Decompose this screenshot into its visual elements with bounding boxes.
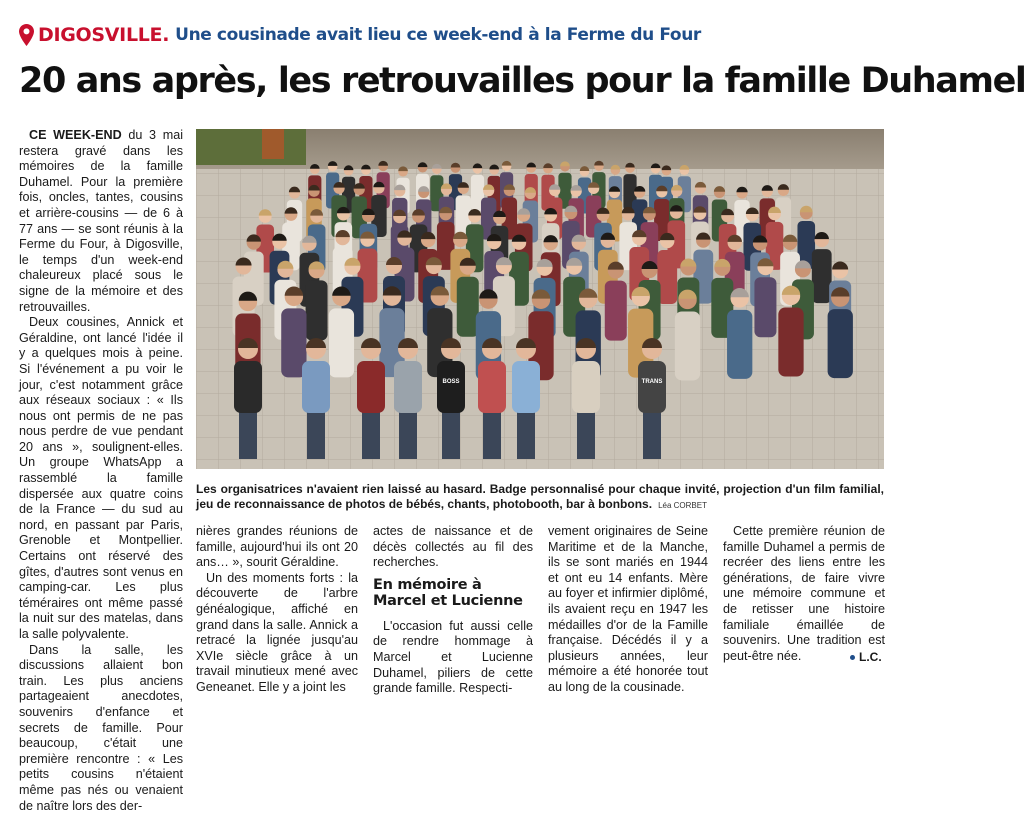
paragraph: vement originaires de Seine Maritime et de la Manche, ils se sont mariés en 1944 et ont eu 14 enfants. Mère au foyer et infirmier diplômé, ils avaient reçu en 1947 les médailles d'or de la Famille française. Décédés il y a plusieurs années, leur mémoire a été honorée tout au long de la cousinade. [548, 524, 708, 694]
subheading: En mémoire à Marcel et Lucienne [373, 576, 523, 609]
paragraph: actes de naissance et de décès collectés au fil des recherches. [373, 524, 533, 570]
author-signature [850, 650, 882, 664]
svg-text:BOSS: BOSS [442, 379, 460, 385]
kicker [19, 22, 701, 48]
paragraph [19, 128, 183, 315]
paragraph: L'occasion fut aussi celle de rendre hommage à Marcel et Lucienne Duhamel, piliers de cette grande famille. Respecti- [373, 618, 533, 696]
article-column-5 [723, 524, 885, 668]
photo-caption [196, 482, 884, 513]
article-column-4 [548, 524, 708, 694]
caption-text: Les organisatrices n'avaient rien laissé au hasard. Badge personnalisé pour chaque invité, projection d'un film familial, jeu de reconnaissance de photos de bébés, chants, photobooth, bar à bonbons. [196, 482, 884, 511]
photo-credit: Léa CORBET [658, 501, 707, 510]
signature-text: L.C. [859, 650, 882, 664]
paragraph: Deux cousines, Annick et Géraldine, ont lancé l'idée il y a quelques mois à peine. Si l'événement a pu voir le jour, c'est notamment grâce aux réseaux sociaux : « Ils nous ont permis de ne pas nous perdre de vue pendant 20 ans », soulignent-elles. Un groupe WhatsApp a rassemblé la famille dispersée aux quatre coins de la France — du sud au nord, en passant par Paris, Grenoble et Montpellier. Certains ont réservé des gîtes, d'autres sont venus en camping-car. Les plus téméraires ont même passé la nuit sur des matelas, dans la salle polyvalente. [19, 315, 183, 641]
paragraph: nières grandes réunions de famille, aujourd'hui ils ont 20 ans… », sourit Géraldine. [196, 524, 358, 570]
paragraph: Un des moments forts : la découverte de l'arbre généalogique, affiché en grand dans la salle. Annick a retracé la lignée jusqu'au XVIe siècle grâce à un travail minutieux mené avec Geneanet. Elle y a joint les [196, 570, 358, 694]
article-column-3 [373, 524, 533, 696]
paragraph: Cette première réunion de famille Duhamel a permis de recréer des liens entre les générations, de faire vivre une mémoire commune et de retisser une histoire familiale émaillée de souvenirs. Une tradition est peut-être née. [723, 524, 885, 663]
bullet-dot-icon [850, 655, 855, 660]
headline: 20 ans après, les retrouvailles pour la famille Duhamel [19, 61, 1026, 101]
article-column-1 [19, 128, 183, 813]
group-photo [196, 129, 884, 469]
kicker-subtitle: Une cousinade avait lieu ce week-end à la Ferme du Four [175, 25, 701, 45]
svg-text:TRANS: TRANS [641, 379, 663, 385]
location-pin-icon [19, 24, 34, 46]
lead-in: CE WEEK-END [29, 128, 122, 142]
kicker-city: DIGOSVILLE. [38, 24, 170, 46]
paragraph-text: du 3 mai restera gravé dans les mémoires de la famille Duhamel. Pour la première fois, oncles, tantes, cousins et arrière-cousins — de 6 à 77 ans — se sont réunis à la Ferme du Four, à Digosville, le temps d'un week-end chaleureux placé sous le signe de la mémoire et des retrouvailles. [19, 128, 183, 314]
article-column-2 [196, 524, 358, 694]
paragraph: Dans la salle, les discussions allaient bon train. Les plus anciens partageaient anecdotes, souvenirs d'enfance et secrets de famille. Pour beaucoup, c'était une première rencontre : « Les petits cousins n'étaient même pas nés ou venaient de naître lors des der- [19, 642, 183, 813]
group-photo-illustration [196, 129, 884, 469]
